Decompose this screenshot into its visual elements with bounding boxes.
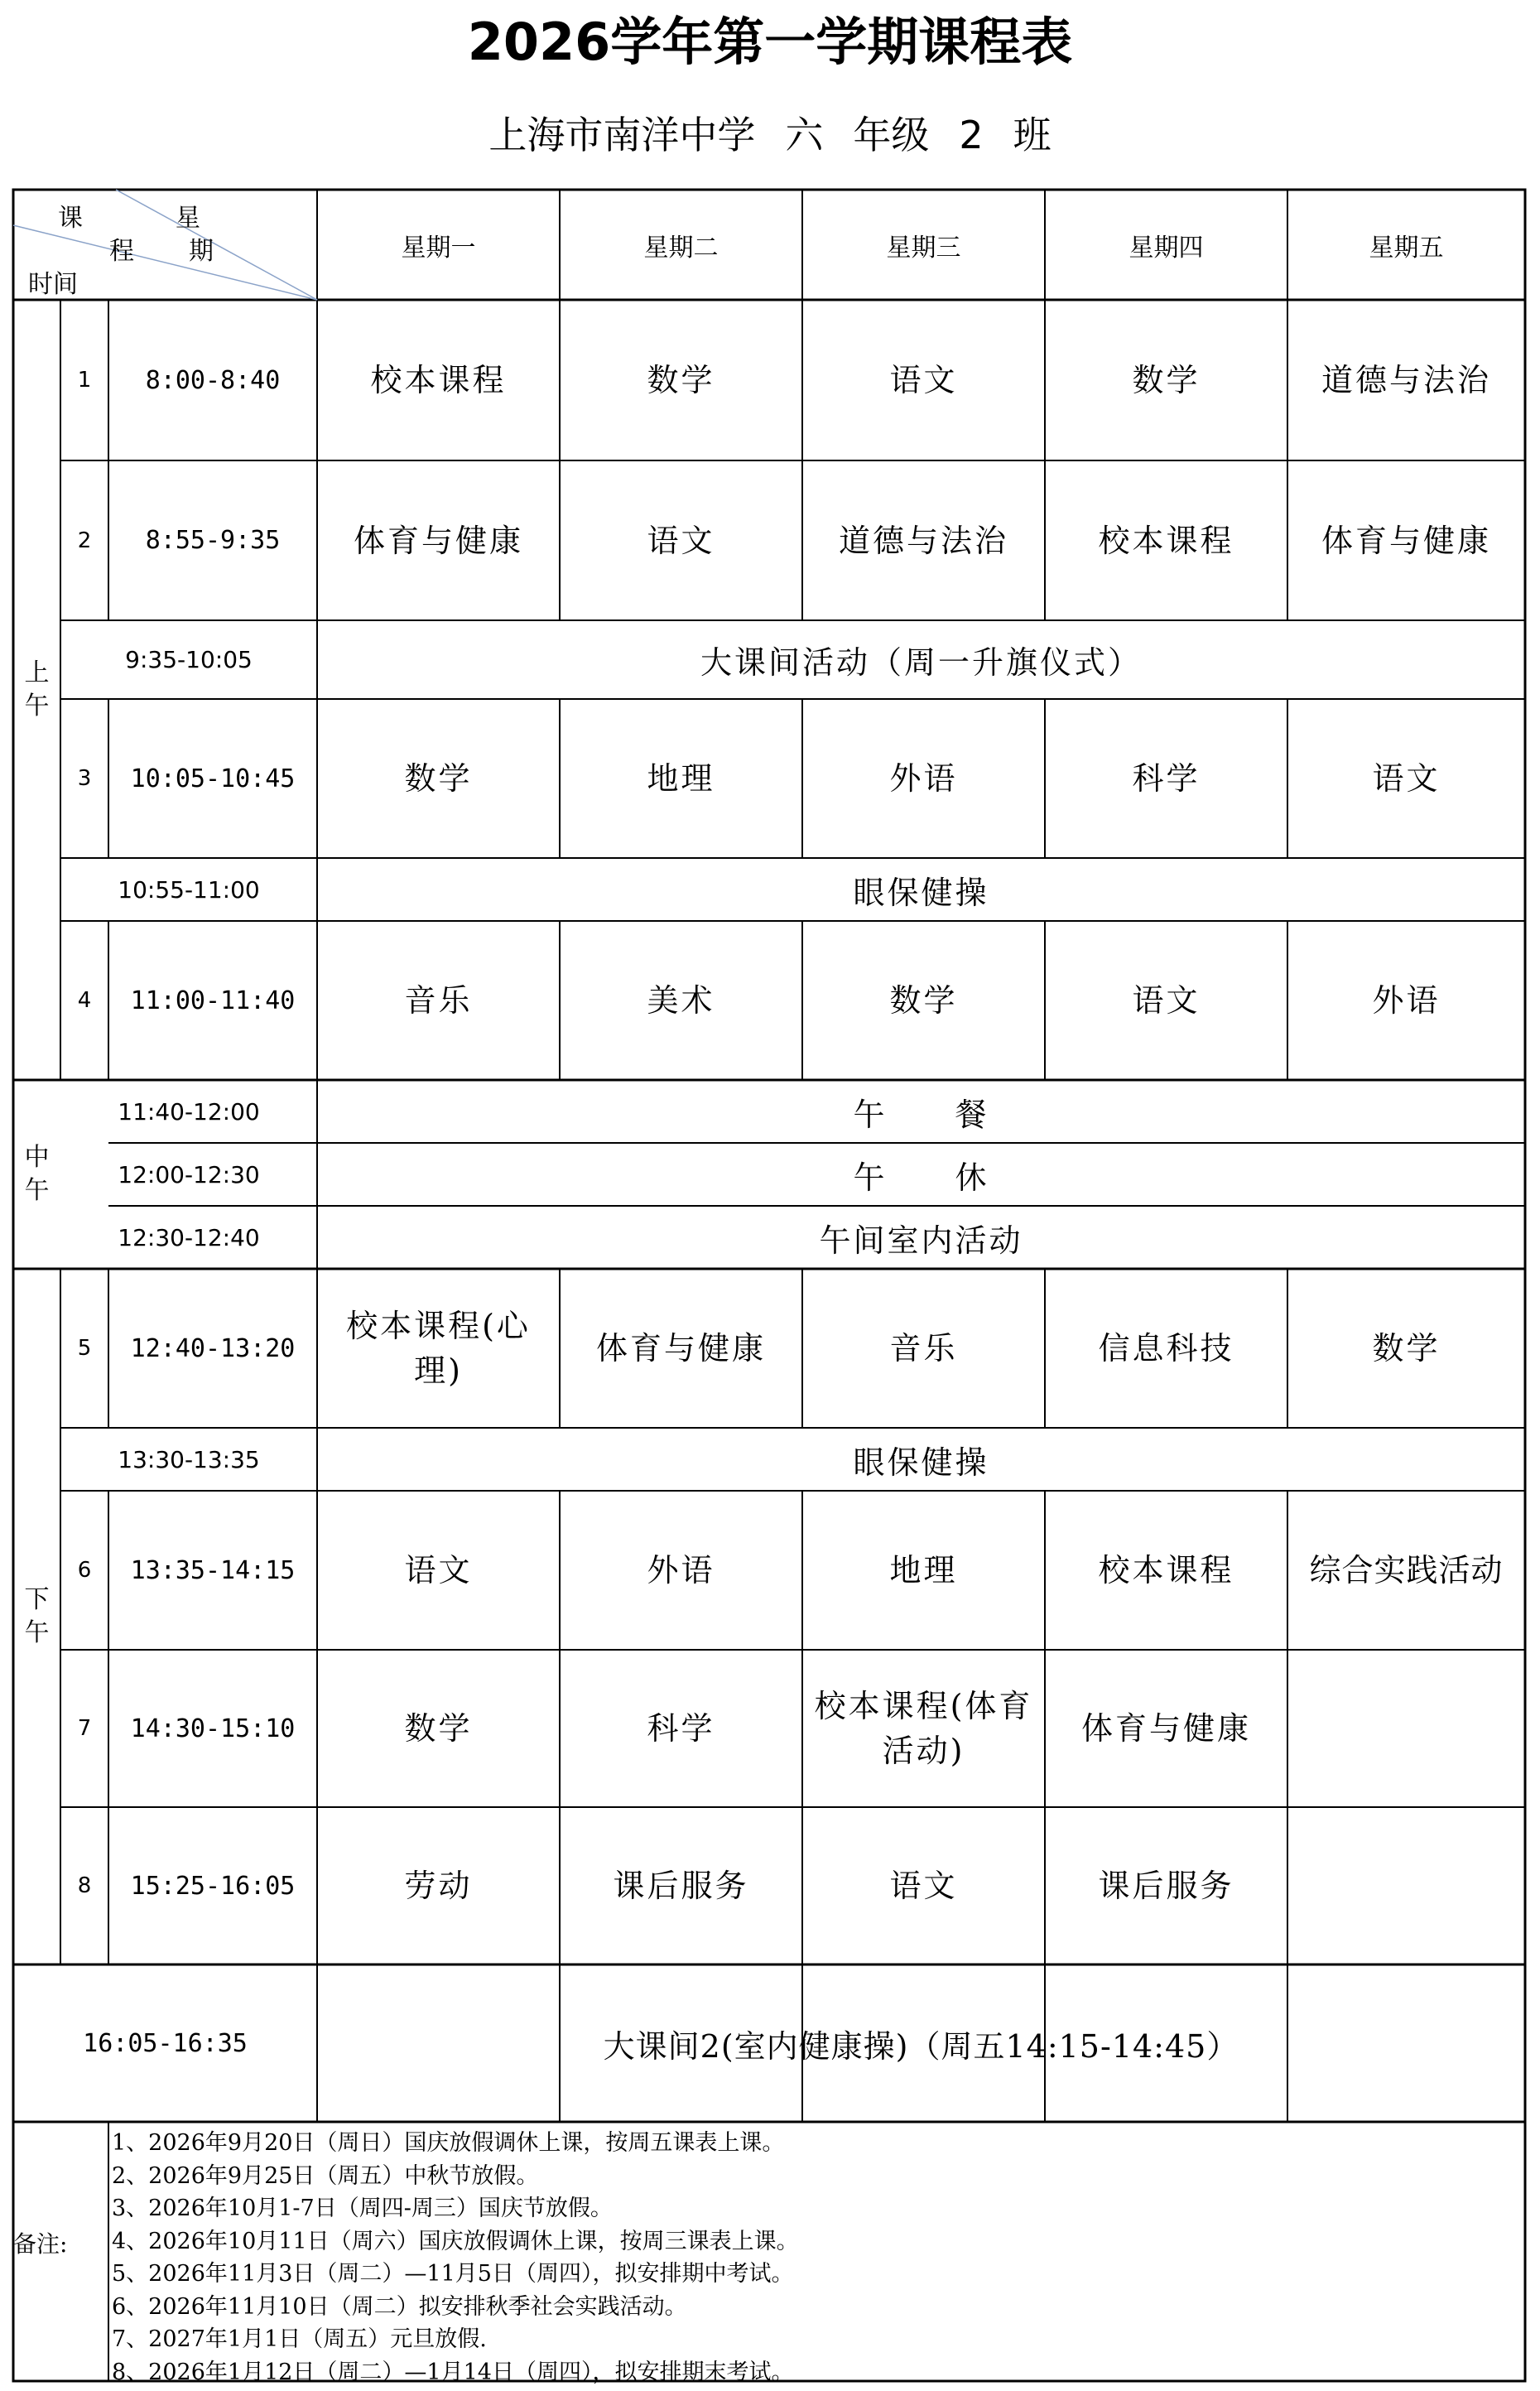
period-number: 3 xyxy=(77,766,92,791)
break-label: 大课间活动（周一升旗仪式） xyxy=(700,644,1142,681)
page-title: 2026学年第一学期课程表 xyxy=(467,12,1073,72)
subject-cell: 数学 xyxy=(647,362,715,398)
break-time: 12:30-12:40 xyxy=(118,1223,260,1251)
period-number: 7 xyxy=(77,1716,92,1741)
subject-cell: 体育与健康 xyxy=(595,1330,766,1367)
subject-cell xyxy=(1287,1650,1525,1807)
note-item: 3、2026年10月1-7日（周四-周三）国庆节放假。 xyxy=(112,2196,613,2221)
note-item: 6、2026年11月10日（周二）拟安排秋季社会实践活动。 xyxy=(112,2293,687,2320)
period-time: 8:55-9:35 xyxy=(145,526,281,555)
subject-cell: 数学 xyxy=(889,982,958,1019)
class-suffix: 班 xyxy=(1013,113,1052,157)
break-time: 11:40-12:00 xyxy=(118,1097,260,1126)
section-afternoon-char-1: 下 xyxy=(24,1585,50,1614)
subject-cell: 语文 xyxy=(1132,982,1201,1019)
subject-cell: 地理 xyxy=(889,1552,958,1588)
subject-cell: 数学 xyxy=(1372,1330,1441,1367)
subject-cell: 数学 xyxy=(404,760,473,797)
break-label: 午 餐 xyxy=(853,1096,989,1133)
section-afternoon-char-2: 午 xyxy=(24,1618,50,1647)
period-time: 13:35-14:15 xyxy=(130,1555,296,1585)
break-time: 13:30-13:35 xyxy=(118,1445,260,1473)
break-time: 9:35-10:05 xyxy=(125,646,253,673)
break-label: 眼保健操 xyxy=(853,1444,989,1481)
break-label: 眼保健操 xyxy=(853,874,989,911)
corner-cheng: 程 xyxy=(109,237,134,266)
break-time: 10:55-11:00 xyxy=(118,875,260,904)
break-label: 午 休 xyxy=(853,1159,989,1196)
section-morning-char-1: 上 xyxy=(24,658,50,687)
corner-shijian: 时间 xyxy=(28,270,78,299)
subject-cell: 道德与法治 xyxy=(838,522,1008,559)
subject-cell: 音乐 xyxy=(889,1330,958,1367)
day-header-thu: 星期四 xyxy=(1129,233,1204,263)
break-time: 16:05-16:35 xyxy=(83,2028,248,2058)
period-number: 4 xyxy=(77,988,92,1013)
section-noon-char-2: 午 xyxy=(24,1176,50,1205)
period-time: 11:00-11:40 xyxy=(130,986,296,1015)
subject-cell: 美术 xyxy=(647,982,715,1019)
note-item: 8、2026年1月12日（周二）—1月14日（周四），拟安排期末考试。 xyxy=(112,2359,794,2385)
subject-cell: 科学 xyxy=(1132,760,1201,797)
subject-cell: 综合实践活动 xyxy=(1309,1552,1504,1588)
section-morning xyxy=(13,300,60,1080)
subject-cell: 语文 xyxy=(1372,760,1441,797)
notes-list xyxy=(112,2127,1519,2389)
subject-cell: 外语 xyxy=(1372,982,1441,1019)
subject-cell: 数学 xyxy=(1132,362,1201,398)
note-item: 4、2026年10月11日（周六）国庆放假调休上课，按周三课表上课。 xyxy=(112,2228,799,2254)
day-header-tue: 星期二 xyxy=(643,233,719,263)
subject-cell: 劳动 xyxy=(404,1868,473,1904)
subject-cell: 地理 xyxy=(647,760,715,797)
day-header-fri: 星期五 xyxy=(1369,233,1444,263)
subject-cell: 语文 xyxy=(889,362,958,398)
period-time: 14:30-15:10 xyxy=(130,1714,296,1743)
section-noon xyxy=(13,1080,60,1269)
subject-cell: 课后服务 xyxy=(613,1868,749,1904)
period-number: 8 xyxy=(77,1873,92,1898)
note-item: 2、2026年9月25日（周五）中秋节放假。 xyxy=(112,2162,539,2189)
subject-cell: 校本课程 xyxy=(370,362,507,398)
grade-suffix: 年级 xyxy=(853,113,930,157)
subject-cell: 外语 xyxy=(647,1552,715,1588)
subject-cell: 体育与健康 xyxy=(353,522,523,559)
break-time: 12:00-12:30 xyxy=(118,1160,260,1188)
section-morning-char-2: 午 xyxy=(24,692,50,721)
corner-ke: 课 xyxy=(58,204,83,233)
subject-cell: 课后服务 xyxy=(1098,1868,1234,1904)
subject-cell: 校本课程 xyxy=(1098,522,1234,559)
break-label: 大课间2(室内健康操)（周五14:15-14:45） xyxy=(603,2027,1239,2065)
subject-cell: 道德与法治 xyxy=(1321,362,1491,398)
period-time: 8:00-8:40 xyxy=(145,365,281,395)
subject-cell: 体育与健康 xyxy=(1080,1710,1251,1747)
note-item: 5、2026年11月3日（周二）—11月5日（周四），拟安排期中考试。 xyxy=(112,2261,794,2287)
subject-cell: 语文 xyxy=(404,1552,473,1588)
note-item: 7、2027年1月1日（周五）元旦放假. xyxy=(112,2326,487,2352)
period-time: 15:25-16:05 xyxy=(130,1871,296,1901)
period-number: 5 xyxy=(77,1336,92,1361)
class-number: 2 xyxy=(959,113,984,157)
period-time: 10:05-10:45 xyxy=(130,764,296,793)
section-noon-char-1: 中 xyxy=(24,1143,50,1172)
subject-cell xyxy=(1287,1807,1525,1964)
corner-qi: 期 xyxy=(189,237,214,266)
note-item: 1、2026年9月20日（周日）国庆放假调休上课，按周五课表上课。 xyxy=(112,2130,785,2156)
period-time: 12:40-13:20 xyxy=(130,1333,296,1363)
subject-cell: 语文 xyxy=(647,522,715,559)
break-label: 午间室内活动 xyxy=(819,1222,1023,1259)
period-number: 6 xyxy=(77,1558,92,1583)
subject-cell: 音乐 xyxy=(404,982,473,1019)
subject-cell: 数学 xyxy=(404,1710,473,1747)
subject-cell: 体育与健康 xyxy=(1321,522,1491,559)
school-name: 上海市南洋中学 xyxy=(488,113,756,157)
period-number: 1 xyxy=(77,368,92,393)
subject-cell: 科学 xyxy=(647,1710,715,1747)
subject-cell: 校本课程(体育活动) xyxy=(814,1688,1033,1769)
subject-cell: 外语 xyxy=(889,760,958,797)
section-afternoon xyxy=(13,1269,60,1964)
notes-label: 备注: xyxy=(13,2230,68,2258)
subject-cell: 信息科技 xyxy=(1098,1330,1234,1367)
grade-value: 六 xyxy=(785,113,824,157)
subject-cell: 校本课程 xyxy=(1098,1552,1234,1588)
period-number: 2 xyxy=(77,528,92,553)
corner-xing: 星 xyxy=(176,204,200,233)
subject-cell: 语文 xyxy=(889,1868,958,1904)
subject-cell: 校本课程(心理) xyxy=(346,1308,531,1389)
day-header-wed: 星期三 xyxy=(886,233,961,263)
day-header-mon: 星期一 xyxy=(401,233,476,263)
